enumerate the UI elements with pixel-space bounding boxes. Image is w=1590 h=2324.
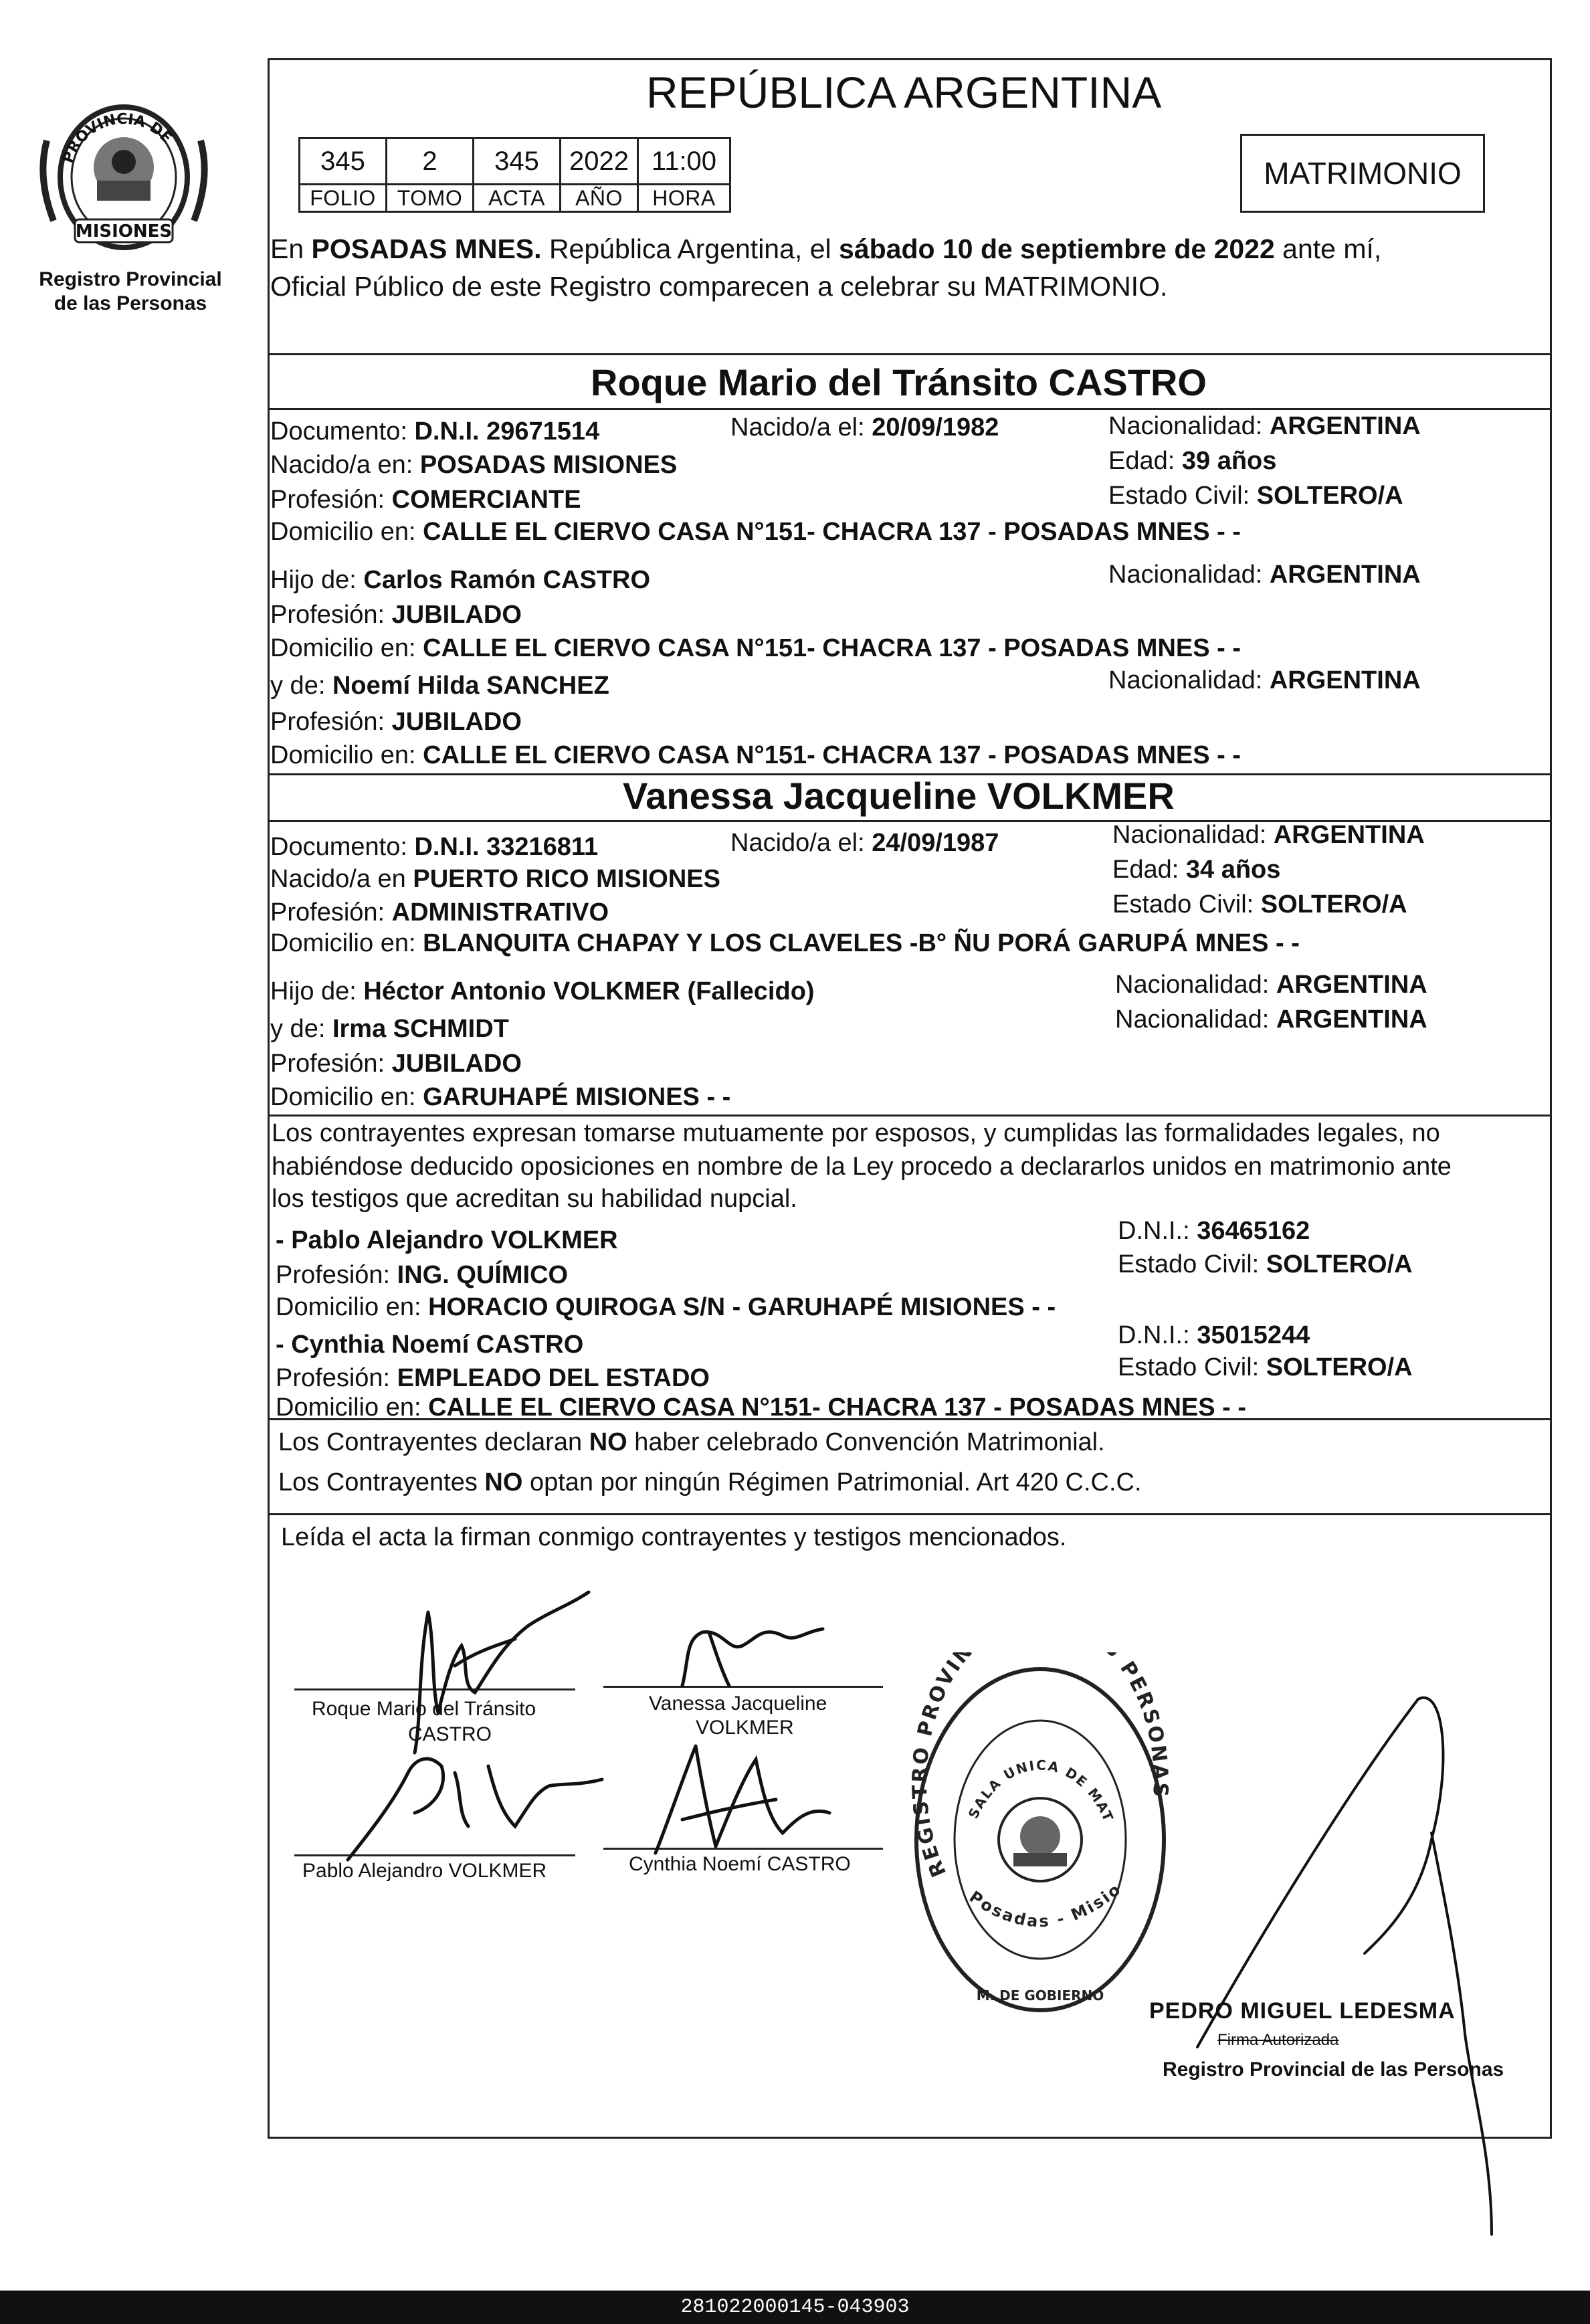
spouse2-doc xyxy=(270,832,598,862)
spouse2-address-label: Domicilio en: xyxy=(270,929,423,957)
stamp-bottom-text: Posadas - Misio xyxy=(965,1879,1126,1931)
registry-caption-line2: de las Personas xyxy=(54,292,207,314)
spouse1-mother-value: Noemí Hilda SANCHEZ xyxy=(332,672,609,700)
witness1-address xyxy=(276,1292,1056,1322)
official-signature-image xyxy=(1177,1686,1525,2248)
spouse2-civil xyxy=(1112,890,1407,919)
witness1-dni-value: 36465162 xyxy=(1197,1217,1310,1245)
witness2-civil-value: SOLTERO/A xyxy=(1266,1353,1413,1381)
spouse2-father xyxy=(270,977,815,1006)
spouse2-parents-job-label: Profesión: xyxy=(270,1050,392,1078)
act-type-box xyxy=(1240,134,1485,213)
divider xyxy=(268,1115,1552,1117)
stamp-ministry-text: M. DE GOBIERNO xyxy=(976,1988,1104,2004)
spouse1-mother-address-value: CALLE EL CIERVO CASA N°151- CHACRA 137 - POSADAS MNES - - xyxy=(423,741,1241,769)
witness1-address-label: Domicilio en: xyxy=(276,1293,429,1321)
witness2-name: - Cynthia Noemí CASTRO xyxy=(276,1331,584,1359)
spouse1-nat-value: ARGENTINA xyxy=(1269,412,1421,440)
spouse1-father-value: Carlos Ramón CASTRO xyxy=(363,566,651,594)
stamp-outer-text: REGISTRO PROVIN PERSONAS xyxy=(908,1652,1173,1880)
divider xyxy=(268,1418,1552,1420)
divider xyxy=(268,408,1552,410)
signature2-image xyxy=(669,1612,843,1706)
spouse1-age xyxy=(1108,446,1276,476)
signature4-name: Cynthia Noemí CASTRO xyxy=(629,1853,851,1875)
spouse2-parents-address xyxy=(270,1082,730,1112)
spouse1-address-label: Domicilio en: xyxy=(270,518,423,546)
spouse1-name: Roque Mario del Tránsito CASTRO xyxy=(591,361,1207,403)
signature3-image xyxy=(334,1733,615,1873)
witness2-civil-label: Estado Civil: xyxy=(1118,1353,1266,1381)
spouse2-age xyxy=(1112,855,1280,884)
witness1-dni xyxy=(1118,1216,1310,1246)
spouse2-mother-label: y de: xyxy=(270,1015,332,1043)
spouse2-father-nat-value: ARGENTINA xyxy=(1276,971,1427,999)
signature4-image xyxy=(642,1719,843,1880)
spouse1-nat-label: Nacionalidad: xyxy=(1108,412,1270,440)
spouse2-born xyxy=(730,828,999,858)
witness1-job-label: Profesión: xyxy=(276,1261,397,1289)
registry-table xyxy=(298,137,731,213)
spouse2-born-value: 24/09/1987 xyxy=(872,829,999,857)
witness1-name: - Pablo Alejandro VOLKMER xyxy=(276,1226,618,1254)
signature3-name: Pablo Alejandro VOLKMER xyxy=(302,1860,547,1882)
spouse2-job-label: Profesión: xyxy=(270,898,392,927)
acta-key: ACTA xyxy=(474,185,561,212)
spouse1-father-nat-value: ARGENTINA xyxy=(1269,561,1421,589)
intro-p2: República Argentina, el xyxy=(541,233,839,264)
spouse1-mother-job-label: Profesión: xyxy=(270,708,392,736)
spouse1-father-job xyxy=(270,600,522,630)
spouse1-mother-label: y de: xyxy=(270,672,332,700)
convention-b2: NO xyxy=(484,1468,523,1496)
witness2-address-label: Domicilio en: xyxy=(276,1393,429,1422)
witness2-dni xyxy=(1118,1321,1310,1350)
closing-text: Leída el acta la firman conmigo contrayentes y testigos mencionados. xyxy=(281,1523,1067,1551)
spouse1-mother-address xyxy=(270,741,1241,770)
spouse1-doc xyxy=(270,417,599,446)
spouse1-birthplace-label: Nacido/a en: xyxy=(270,451,420,479)
spouse2-address xyxy=(270,929,1300,958)
spouse1-age-label: Edad: xyxy=(1108,447,1182,475)
spouse2-parents-address-label: Domicilio en: xyxy=(270,1083,423,1111)
seal-bottom-text: MISIONES xyxy=(75,221,173,241)
registry-logo xyxy=(33,87,214,261)
spouse2-civil-value: SOLTERO/A xyxy=(1260,890,1407,918)
spouse1-job-label: Profesión: xyxy=(270,486,392,514)
signature2-name-line1: Vanessa Jacqueline xyxy=(649,1692,827,1715)
witness2-address-value: CALLE EL CIERVO CASA N°151- CHACRA 137 - POSADAS MNES - - xyxy=(428,1393,1247,1422)
footer-code: 281022000145-043903 xyxy=(680,2296,910,2319)
spouse1-job-value: COMERCIANTE xyxy=(391,486,581,514)
spouse2-mother-nat-value: ARGENTINA xyxy=(1276,1005,1427,1034)
convention-a1: Los Contrayentes declaran xyxy=(278,1428,589,1456)
convention-b1: Los Contrayentes xyxy=(278,1468,485,1496)
spouse1-address-value: CALLE EL CIERVO CASA N°151- CHACRA 137 - POSADAS MNES - - xyxy=(423,518,1241,546)
spouse1-birthplace-value: POSADAS MISIONES xyxy=(419,451,678,479)
spouse1-father-address-label: Domicilio en: xyxy=(270,634,423,662)
spouse1-mother xyxy=(270,671,609,700)
tomo-key: TOMO xyxy=(387,185,474,212)
witness1-civil-label: Estado Civil: xyxy=(1118,1250,1266,1278)
spouse2-job xyxy=(270,898,609,927)
witness1-job xyxy=(276,1260,568,1290)
spouse2-name: Vanessa Jacqueline VOLKMER xyxy=(623,775,1175,817)
declaration-line1: Los contrayentes expresan tomarse mutuamente por esposos, y cumplidas las formalidades legales, no xyxy=(272,1119,1440,1147)
spouse1-doc-value: D.N.I. 29671514 xyxy=(414,417,600,446)
intro-place: POSADAS MNES. xyxy=(311,233,542,264)
witness2-civil xyxy=(1118,1353,1413,1382)
year-key: AÑO xyxy=(561,185,638,212)
convention-line2 xyxy=(278,1468,1142,1497)
spouse1-civil xyxy=(1108,481,1403,510)
witness1-address-value: HORACIO QUIROGA S/N - GARUHAPÉ MISIONES - - xyxy=(428,1293,1056,1321)
signature1-name-line2: CASTRO xyxy=(408,1723,492,1745)
spouse2-nat-value: ARGENTINA xyxy=(1273,821,1425,849)
registry-stamp xyxy=(906,1652,1174,2027)
spouse2-mother-nat xyxy=(1115,1005,1427,1034)
spouse2-father-label: Hijo de: xyxy=(270,977,364,1005)
spouse2-nat xyxy=(1112,820,1425,850)
signature2-name-line2: VOLKMER xyxy=(696,1717,794,1739)
spouse2-doc-value: D.N.I. 33216811 xyxy=(414,833,599,861)
intro-p1: En xyxy=(270,233,312,264)
spouse2-civil-label: Estado Civil: xyxy=(1112,890,1261,918)
spouse2-mother-nat-label: Nacionalidad: xyxy=(1115,1005,1276,1034)
declaration-line3: los testigos que acreditan su habilidad nupcial. xyxy=(272,1185,797,1213)
tomo-value: 2 xyxy=(387,138,474,185)
hour-key: HORA xyxy=(638,185,730,212)
folio-key: FOLIO xyxy=(300,185,387,212)
country-title: REPÚBLICA ARGENTINA xyxy=(646,68,1162,117)
year-value: 2022 xyxy=(561,138,638,185)
spouse2-nat-label: Nacionalidad: xyxy=(1112,821,1274,849)
witness1-civil-value: SOLTERO/A xyxy=(1266,1250,1413,1278)
spouse1-born-label: Nacido/a el: xyxy=(730,413,872,442)
spouse1-mother-job xyxy=(270,707,522,737)
divider xyxy=(268,353,1552,355)
act-type-label: MATRIMONIO xyxy=(1264,156,1462,191)
spouse1-address xyxy=(270,517,1241,547)
convention-b3: optan por ningún Régimen Patrimonial. Art 420 C.C.C. xyxy=(522,1468,1142,1496)
convention-a2: NO xyxy=(589,1428,627,1456)
signature1-name-line1: Roque Mario del Tránsito xyxy=(312,1698,536,1720)
witness2-dni-label: D.N.I.: xyxy=(1118,1321,1197,1349)
spouse1-job xyxy=(270,485,581,514)
intro-line2: Oficial Público de este Registro comparecen a celebrar su MATRIMONIO. xyxy=(270,271,1168,302)
spouse1-born-value: 20/09/1982 xyxy=(872,413,999,442)
seal-top-text: PROVINCIA DE xyxy=(60,110,175,166)
spouse1-father-address xyxy=(270,634,1241,663)
intro-p3: ante mí, xyxy=(1274,233,1382,264)
document-footer xyxy=(0,2291,1590,2324)
declaration-line2: habiéndose deducido oposiciones en nombre de la Ley procedo a declararlos unidos en matrimonio ante xyxy=(272,1153,1452,1181)
spouse1-mother-address-label: Domicilio en: xyxy=(270,741,423,769)
spouse1-age-value: 39 años xyxy=(1181,447,1277,475)
registry-caption-line1: Registro Provincial xyxy=(39,268,222,290)
spouse1-doc-label: Documento: xyxy=(270,417,415,446)
spouse2-job-value: ADMINISTRATIVO xyxy=(391,898,609,927)
witness1-dni-label: D.N.I.: xyxy=(1118,1217,1197,1245)
spouse2-parents-job xyxy=(270,1049,522,1078)
stamp-inner-text: SALA UNICA DE MAT xyxy=(965,1757,1117,1825)
divider xyxy=(268,1513,1552,1515)
spouse2-birthplace-label: Nacido/a en xyxy=(270,865,413,893)
spouse2-age-value: 34 años xyxy=(1185,856,1281,884)
convention-line1 xyxy=(278,1428,1105,1457)
witness1-job-value: ING. QUÍMICO xyxy=(397,1261,569,1289)
spouse1-nat xyxy=(1108,411,1421,441)
spouse2-doc-label: Documento: xyxy=(270,833,415,861)
spouse2-father-nat xyxy=(1115,970,1427,999)
spouse2-birthplace-value: PUERTO RICO MISIONES xyxy=(413,865,720,893)
spouse1-birthplace xyxy=(270,450,677,480)
spouse2-mother-value: Irma SCHMIDT xyxy=(332,1015,509,1043)
spouse1-civil-value: SOLTERO/A xyxy=(1256,482,1403,510)
spouse1-father xyxy=(270,565,650,595)
hour-value: 11:00 xyxy=(638,138,730,185)
spouse2-age-label: Edad: xyxy=(1112,856,1186,884)
spouse2-born-label: Nacido/a el: xyxy=(730,829,872,857)
folio-value: 345 xyxy=(300,138,387,185)
spouse1-father-nat xyxy=(1108,560,1421,589)
spouse1-father-nat-label: Nacionalidad: xyxy=(1108,561,1270,589)
spouse2-father-nat-label: Nacionalidad: xyxy=(1115,971,1276,999)
acta-value: 345 xyxy=(474,138,561,185)
spouse1-father-job-label: Profesión: xyxy=(270,601,392,629)
witness2-dni-value: 35015244 xyxy=(1197,1321,1310,1349)
spouse2-parents-address-value: GARUHAPÉ MISIONES - - xyxy=(423,1083,731,1111)
intro-date: sábado 10 de septiembre de 2022 xyxy=(839,233,1275,264)
witness2-job-label: Profesión: xyxy=(276,1364,397,1392)
witness2-job-value: EMPLEADO DEL ESTADO xyxy=(397,1364,710,1392)
spouse2-mother xyxy=(270,1014,509,1044)
spouse2-parents-job-value: JUBILADO xyxy=(391,1050,522,1078)
spouse1-mother-nat-label: Nacionalidad: xyxy=(1108,666,1270,694)
spouse1-mother-job-value: JUBILADO xyxy=(391,708,522,736)
spouse1-father-job-value: JUBILADO xyxy=(391,601,522,629)
witness1-civil xyxy=(1118,1250,1413,1279)
official-office: Registro Provincial de las Personas xyxy=(1163,2058,1504,2080)
intro-line1 xyxy=(270,234,1381,264)
spouse1-civil-label: Estado Civil: xyxy=(1108,482,1257,510)
spouse1-mother-nat xyxy=(1108,666,1421,695)
official-role: Firma Autorizada xyxy=(1217,2031,1339,2049)
spouse2-address-value: BLANQUITA CHAPAY Y LOS CLAVELES -B° ÑU PORÁ GARUPÁ MNES - - xyxy=(423,929,1300,957)
spouse1-father-address-value: CALLE EL CIERVO CASA N°151- CHACRA 137 - POSADAS MNES - - xyxy=(423,634,1241,662)
convention-a3: haber celebrado Convención Matrimonial. xyxy=(627,1428,1105,1456)
witness2-job xyxy=(276,1363,710,1393)
official-name: PEDRO MIGUEL LEDESMA xyxy=(1149,1998,1456,2024)
spouse1-born xyxy=(730,413,999,442)
spouse2-birthplace xyxy=(270,864,720,894)
spouse1-father-label: Hijo de: xyxy=(270,566,364,594)
registry-caption xyxy=(7,268,254,316)
spouse1-mother-nat-value: ARGENTINA xyxy=(1269,666,1421,694)
spouse2-father-value: Héctor Antonio VOLKMER (Fallecido) xyxy=(363,977,815,1005)
